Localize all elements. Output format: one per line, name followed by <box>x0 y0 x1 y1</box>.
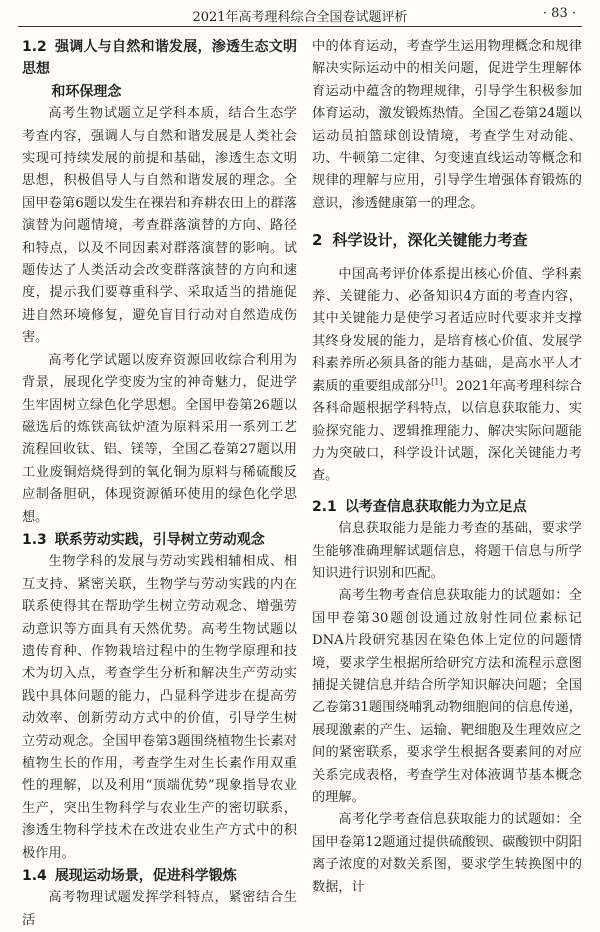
paragraph: 高考物理试题发挥学科特点，紧密结合生活 <box>22 890 297 928</box>
citation-ref: [1] <box>431 377 443 387</box>
section-heading-1-2 <box>22 36 297 103</box>
page-header <box>18 0 582 27</box>
section-title-line1: 强调人与自然和谐发展，渗透生态文明思想 <box>22 39 297 78</box>
paragraph-text: 。2021年高考理科综合各科命题根据学科特点，以信息获取能力、实验探究能力、逻辑推理能力、解决实际问题能力为突破口，科学设计试题，深化关键能力考查。 <box>312 378 582 484</box>
paragraph: 高考化学试题以废弃资源回收综合利用为背景，展现化学变废为宝的神奇魅力，促进学生牢固树立绿色化学思想。全国甲卷第26题以磁选后的炼铁高钛炉渣为原料采用一系列工艺流程回收钛、铝、镁等，全国乙卷第27题以用工业废铜焙烧得到的氧化铜为原料与稀硫酸反应制备胆矾，体现资源循环使用的绿色化学思想。 <box>22 352 297 525</box>
journal-running-title: 2021年高考理科综合全国卷试题评析 <box>192 10 408 25</box>
section-number: 1.4 <box>22 868 47 885</box>
paragraph: 高考生物考查信息获取能力的试题如：全国甲卷第30题创设通过放射性同位素标记DNA片段研究基因在染色体上定位的问题情境，要求学生根据所给研究方法和流程示意图捕捉关键信息并结合所学知识解决问题；全国乙卷第31题围绕哺乳动物细胞间的信息传递，展现激素的产生、运输、靶细胞及生理效应之间的紧密联系，要求学生根据各要素间的对应关系完成表格，考查学生对体液调节基本概念的理解。 <box>312 588 582 805</box>
paragraph: 信息获取能力是能力考查的基础，要求学生能够准确理解试题信息，将题干信息与所学知识进行识别和匹配。 <box>312 521 582 581</box>
paragraph: 高考化学考查信息获取能力的试题如：全国甲卷第12题通过提供硫酸钡、碳酸钡中阴阳离子浓度的对数关系图，要求学生转换图中的数据，计 <box>312 812 582 895</box>
section-heading-1-3 <box>22 529 297 551</box>
left-column <box>22 36 297 928</box>
paragraph: 高考生物试题立足学科本质，结合生态学考查内容，强调人与自然和谐发展是人类社会实现可持续发展的前提和基础，渗透生态文明思想，积极倡导人与自然和谐发展的理念。全国甲卷第6题以发生在裸岩和弃耕农田上的群落演替为问题情境，考查群落演替的方向、路径和特点，以及不同因素对群落演替的影响。试题传达了人类活动会改变群落演替的方向和速度，提示我们要尊重科学、采取适当的措施促进自然环境修复，避免盲目行动对自然造成伤害。 <box>22 106 297 346</box>
page-number: · 83 · <box>542 6 576 21</box>
section-heading-2 <box>312 229 582 251</box>
right-column <box>312 36 582 895</box>
section-title: 展现运动场景，促进科学锻炼 <box>54 868 237 885</box>
section-title: 联系劳动实践，引导树立劳动观念 <box>54 531 265 548</box>
section-number: 1.2 <box>22 39 47 55</box>
section-number: 1.3 <box>22 531 47 548</box>
paragraph-text: 中国高考评价体系提出核心价值、学科素养、关键能力、必备知识4方面的考查内容，其中关键能力是使学习者适应时代要求并支撑其终身发展的能力，是培育核心价值、发展学科素养所必须具备的能力基础，是高水平人才素质的重要组成部分 <box>312 266 582 394</box>
paragraph-continued: 中的体育运动，考查学生运用物理概念和规律解决实际运动中的相关问题，促进学生理解体育运动中蕴含的物理规律，引导学生积极参加体育运动，激发锻炼热情。全国乙卷第24题以运动员拍篮球创设情境，考查学生对动能、功、牛顿第二定律、匀变速直线运动等概念和规律的理解与应用，引导学生增强体育锻炼的意识，渗透健康第一的理念。 <box>312 39 582 211</box>
section-title: 科学设计，深化关键能力考查 <box>332 231 528 250</box>
section-number: 2.1 <box>312 498 337 515</box>
paragraph <box>312 264 582 488</box>
section-heading-2-1 <box>312 496 582 518</box>
section-number: 2 <box>312 231 323 250</box>
section-heading-1-4 <box>22 865 297 887</box>
section-title: 以考查信息获取能力为立足点 <box>344 498 527 515</box>
section-title-line2: 和环保理念 <box>51 83 122 100</box>
paragraph: 生物学科的发展与劳动实践相辅相成、相互支持、紧密关联，生物学与劳动实践的内在联系使得其在帮助学生树立劳动观念、增强劳动意识等方面具有天然优势。高考生物试题以遗传育种、作物栽培过程中的生物学原理和技术为切入点，考查学生分析和解决生产劳动实践中具体问题的能力，凸显科学进步在提高劳动效率、创新劳动方式中的价值，引导学生树立劳动观念。全国甲卷第3题围绕植物生长素对植物生长的作用，考查学生对生长素作用双重性的理解，以及利用“顶端优势”现象指导农业生产，突出生物科学与农业生产的密切联系，渗透生物科学技术在改进农业生产方式中的积极作用。 <box>22 554 297 861</box>
